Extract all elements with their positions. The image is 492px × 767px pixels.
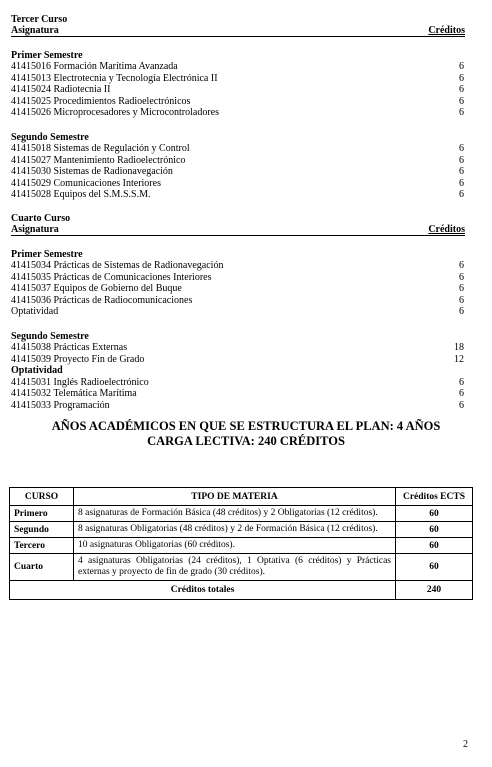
list-item: [11, 166, 465, 178]
plan-title-line1: AÑOS ACADÉMICOS EN QUE SE ESTRUCTURA EL PLAN: 4 AÑOS: [51, 419, 441, 433]
list-item: [11, 96, 465, 108]
subject-credits: 6: [459, 294, 464, 306]
subject-name: 41415035 Prácticas de Comunicaciones Interiores: [11, 271, 212, 283]
list-item: [11, 143, 465, 155]
subject-name: 41415038 Prácticas Externas: [11, 342, 128, 354]
header-type: TIPO DE MATERIA: [74, 488, 396, 506]
subject-credits: 6: [459, 61, 464, 73]
header-course: CURSO: [10, 488, 74, 506]
list-item: [11, 107, 465, 119]
list-item: [11, 354, 465, 366]
row-description: 8 asignaturas de Formación Básica (48 créditos) y 2 Obligatorias (12 créditos).: [74, 506, 396, 522]
table-row: [10, 554, 473, 581]
subject-credits: 6: [459, 306, 464, 318]
list-item: [11, 272, 465, 284]
semester-title: Segundo Semestre: [11, 330, 89, 342]
subject-credits: 6: [459, 72, 464, 84]
subject-credits: 6: [459, 177, 464, 189]
third-course-title: Tercer Curso: [11, 14, 68, 25]
list-item: [11, 295, 465, 307]
list-item: [11, 155, 465, 167]
subject-name: 41415032 Telemática Marítima: [11, 388, 137, 400]
subject-name: 41415029 Comunicaciones Interiores: [11, 177, 161, 189]
subject-name: 41415033 Programación: [11, 399, 110, 411]
list-item: [11, 189, 465, 201]
subject-name: 41415018 Sistemas de Regulación y Control: [11, 143, 190, 155]
header-ects: Créditos ECTS: [396, 488, 473, 506]
subject-credits: 6: [459, 107, 464, 119]
row-ects: 60: [396, 522, 473, 538]
subject-credits: 6: [459, 260, 464, 272]
subject-name: 41415036 Prácticas de Radiocomunicaciones: [11, 294, 193, 306]
subject-name: 41415016 Formación Marítima Avanzada: [11, 61, 178, 73]
subject-name: 41415025 Procedimientos Radioelectrónicos: [11, 95, 191, 107]
list-item: [11, 84, 465, 96]
list-item: [11, 283, 465, 295]
optional-title: Optatividad: [11, 365, 63, 377]
subject-name: 41415027 Mantenimiento Radioelectrónico: [11, 154, 186, 166]
row-course: Primero: [10, 506, 74, 522]
list-item: [11, 61, 465, 73]
subject-name: Optatividad: [11, 306, 59, 318]
plan-title-line2: CARGA LECTIVA: 240 CRÉDITOS: [147, 434, 345, 448]
subject-name: 41415039 Proyecto Fin de Grado: [11, 353, 145, 365]
subject-column-header: Asignatura: [11, 25, 59, 36]
subject-credits: 6: [459, 388, 464, 400]
fourth-course-title: Cuarto Curso: [11, 212, 71, 224]
subject-name: 41415030 Sistemas de Radionavegación: [11, 166, 173, 178]
total-value: 240: [396, 581, 473, 600]
subject-name: 41415028 Equipos del S.M.S.S.M.: [11, 189, 151, 201]
table-row: [10, 522, 473, 538]
subject-column-header: Asignatura: [11, 223, 59, 235]
row-course: Cuarto: [10, 554, 74, 581]
row-course: Segundo: [10, 522, 74, 538]
subject-name: 41415037 Equipos de Gobierno del Buque: [11, 283, 182, 295]
subject-name: 41415013 Electrotecnia y Tecnología Electrónica II: [11, 72, 218, 84]
list-item: [11, 178, 465, 190]
subject-credits: 6: [459, 143, 464, 155]
list-item: [11, 73, 465, 85]
third-course-header: [11, 25, 465, 37]
subject-name: 41415024 Radiotecnia II: [11, 84, 111, 96]
list-item: [11, 377, 465, 389]
row-course: Tercero: [10, 538, 74, 554]
subject-credits: 18: [454, 342, 464, 354]
semester-title: Primer Semestre: [11, 50, 83, 61]
list-item: [11, 400, 465, 412]
list-item: [11, 342, 465, 354]
table-header-row: [10, 488, 473, 506]
credits-column-header: Créditos: [428, 25, 465, 36]
summary-table: [9, 487, 473, 600]
total-label: Créditos totales: [10, 581, 396, 600]
subject-credits: 6: [459, 189, 464, 201]
subject-credits: 12: [454, 353, 464, 365]
course-listing: [11, 14, 465, 411]
subject-credits: 6: [459, 95, 464, 107]
row-description: 10 asignaturas Obligatorias (60 créditos).: [74, 538, 396, 554]
row-description: 8 asignaturas Obligatorias (48 créditos) y 2 de Formación Básica (12 créditos).: [74, 522, 396, 538]
list-item: [11, 388, 465, 400]
subject-credits: 6: [459, 283, 464, 295]
row-ects: 60: [396, 538, 473, 554]
subject-credits: 6: [459, 166, 464, 178]
subject-name: 41415034 Prácticas de Sistemas de Radionavegación: [11, 260, 224, 272]
list-item: [11, 260, 465, 272]
row-ects: 60: [396, 506, 473, 522]
subject-credits: 6: [459, 154, 464, 166]
subject-credits: 6: [459, 271, 464, 283]
subject-credits: 6: [459, 399, 464, 411]
subject-name: 41415026 Microprocesadores y Microcontroladores: [11, 107, 219, 119]
page-number: 2: [463, 739, 468, 750]
table-row: [10, 538, 473, 554]
total-row: [10, 581, 473, 600]
row-description: 4 asignaturas Obligatorias (24 créditos), 1 Optativa (6 créditos) y Prácticas externas y proyecto de fin de grado (30 créditos).: [74, 554, 396, 581]
row-ects: 60: [396, 554, 473, 581]
subject-credits: 6: [459, 84, 464, 96]
table-row: [10, 506, 473, 522]
semester-title: Segundo Semestre: [11, 131, 89, 143]
semester-title: Primer Semestre: [11, 248, 83, 260]
credits-column-header: Créditos: [428, 223, 465, 235]
subject-name: 41415031 Inglés Radioelectrónico: [11, 376, 149, 388]
fourth-course-header: [11, 224, 465, 236]
subject-credits: 6: [459, 376, 464, 388]
list-item: [11, 306, 465, 318]
